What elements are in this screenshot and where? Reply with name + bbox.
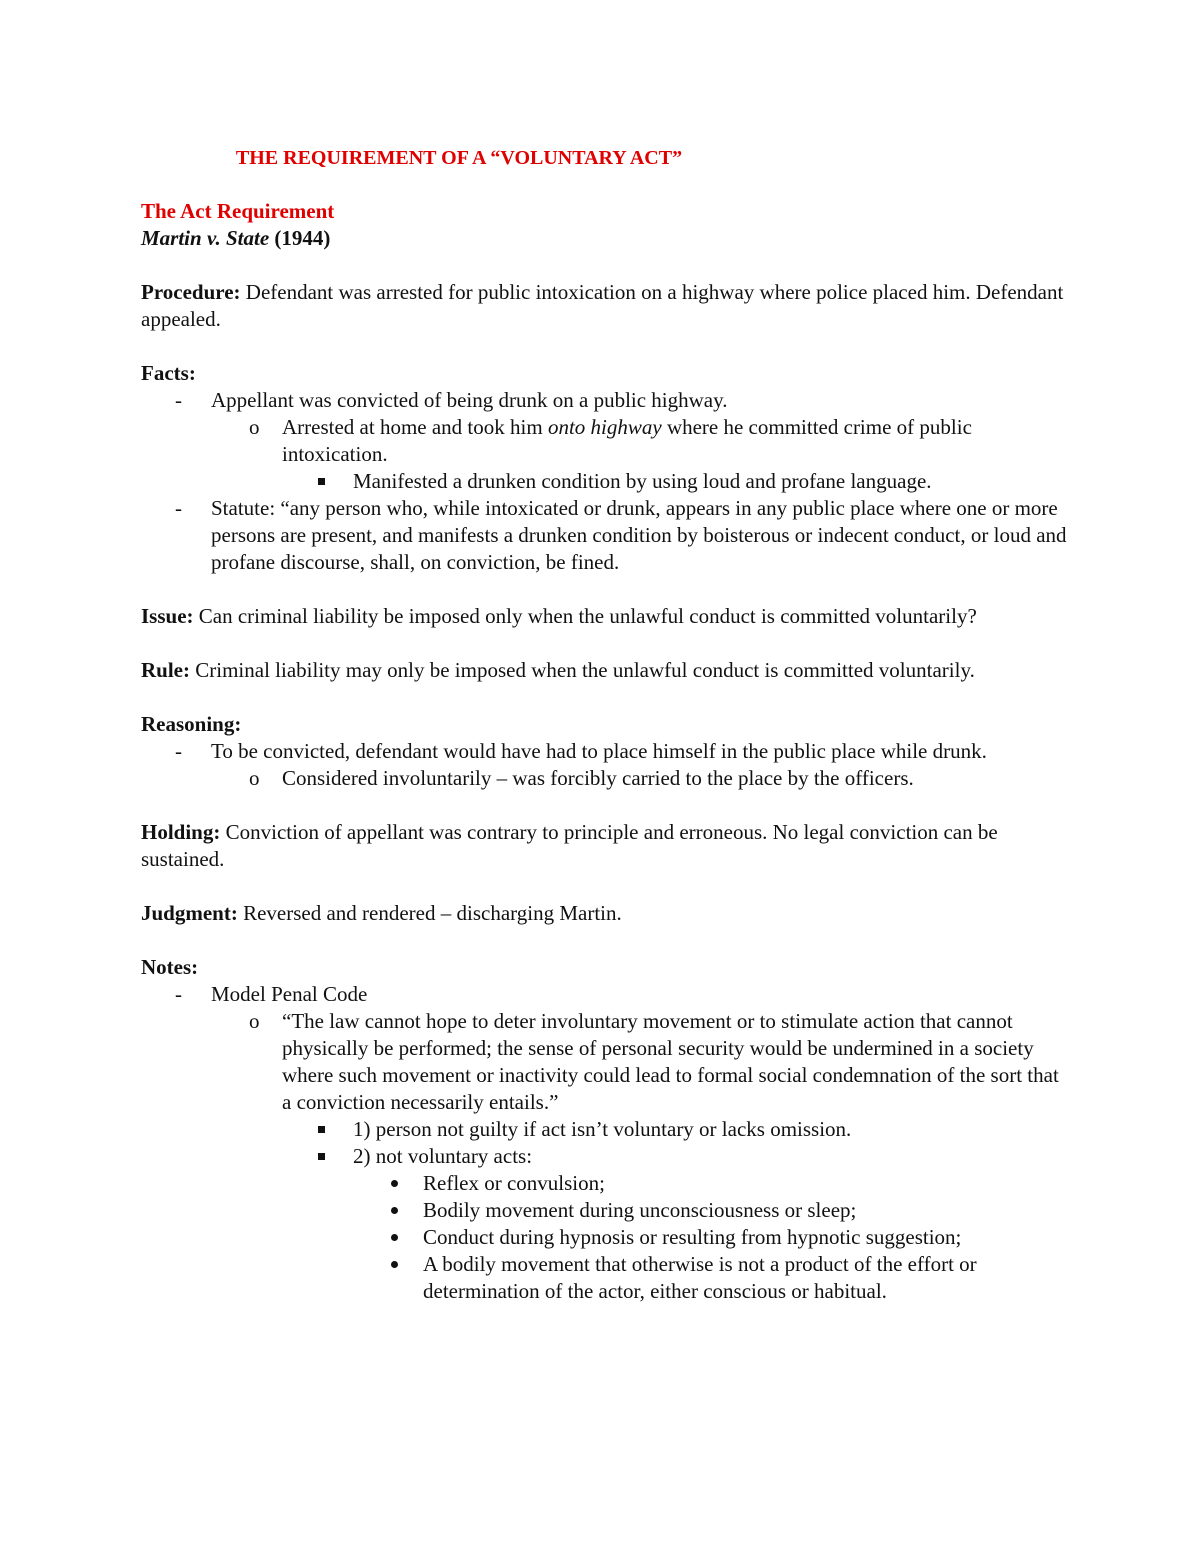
list-item-text: Appellant was convicted of being drunk on a public highway. [211,388,728,412]
list-item-text: Statute: “any person who, while intoxicated or drunk, appears in any public place where one or more persons are present, and manifests a drunken condition by boisterous or indecent conduct, or loud and profane discourse, shall, on conviction, be fined. [211,496,1067,574]
circle-marker: o [249,415,260,439]
judgment-label: Judgment: [141,901,238,925]
list-item-text: Arrested at home and took him onto highway where he committed crime of public intoxication. [282,415,972,466]
list-item-text: Bodily movement during unconsciousness or sleep; [423,1198,857,1222]
list-item [141,1008,1071,1116]
round-bullet-icon [391,1207,398,1214]
list-item [141,468,1071,495]
list-item-text: Reflex or convulsion; [423,1171,605,1195]
list-item [141,387,1071,414]
issue-label: Issue: [141,604,194,628]
dash-marker: - [175,982,182,1006]
list-item [141,765,1071,792]
facts-label: Facts: [141,361,196,385]
list-item [141,738,1071,765]
emphasis-text: onto highway [547,415,662,439]
list-item-text: Model Penal Code [211,982,368,1006]
dash-marker: - [175,496,182,520]
circle-marker: o [249,1009,260,1033]
list-item [141,414,1071,468]
procedure-paragraph [141,279,1071,333]
list-item-text: “The law cannot hope to deter involuntary movement or to stimulate action that cannot physically be performed; the sense of personal security would be undermined in a society where such movement or inactivity could lead to formal social condemnation of the sort that a conviction necessarily entails.” [282,1009,1059,1114]
circle-marker: o [249,766,260,790]
rule-paragraph [141,657,1071,684]
list-item [141,1197,1071,1224]
list-item-text: Conduct during hypnosis or resulting from hypnotic suggestion; [423,1225,962,1249]
list-item [141,1143,1071,1170]
issue-paragraph [141,603,1071,630]
document-body [141,198,1071,1305]
judgment-paragraph [141,900,1071,927]
issue-text: Can criminal liability be imposed only when the unlawful conduct is committed voluntarily? [193,604,977,628]
rule-text: Criminal liability may only be imposed when the unlawful conduct is committed voluntarily. [190,658,975,682]
case-citation [141,225,1071,252]
list-item-text: A bodily movement that otherwise is not a product of the effort or determination of the actor, either conscious or habitual. [423,1252,977,1303]
list-item [141,1224,1071,1251]
round-bullet-icon [391,1234,398,1241]
procedure-text: Defendant was arrested for public intoxication on a highway where police placed him. Defendant appealed. [141,280,1064,331]
judgment-text: Reversed and rendered – discharging Martin. [237,901,622,925]
list-item-text: 2) not voluntary acts: [353,1144,533,1168]
case-year: (1944) [269,226,331,250]
holding-paragraph [141,819,1071,873]
list-item [141,1170,1071,1197]
list-item-text: Manifested a drunken condition by using loud and profane language. [353,469,932,493]
procedure-label: Procedure: [141,280,241,304]
section-heading: The Act Requirement [141,199,335,223]
list-item-text: Considered involuntarily – was forcibly carried to the place by the officers. [282,766,914,790]
square-bullet-icon [318,1126,325,1133]
rule-label: Rule: [141,658,190,682]
dash-marker: - [175,739,182,763]
case-name: Martin v. State [141,226,270,250]
list-item-text: 1) person not guilty if act isn’t voluntary or lacks omission. [353,1117,852,1141]
list-item [141,1116,1071,1143]
round-bullet-icon [391,1180,398,1187]
reasoning-label: Reasoning: [141,712,242,736]
square-bullet-icon [318,1153,325,1160]
notes-label: Notes: [141,955,199,979]
list-item [141,981,1071,1008]
dash-marker: - [175,388,182,412]
holding-text: Conviction of appellant was contrary to principle and erroneous. No legal conviction can be sustained. [141,820,998,871]
round-bullet-icon [391,1261,398,1268]
square-bullet-icon [318,478,325,485]
document-title: THE REQUIREMENT OF A “VOLUNTARY ACT” [235,147,683,169]
holding-label: Holding: [141,820,221,844]
list-item [141,1251,1071,1305]
list-item [141,495,1071,576]
list-item-text: To be convicted, defendant would have had to place himself in the public place while drunk. [211,739,987,763]
